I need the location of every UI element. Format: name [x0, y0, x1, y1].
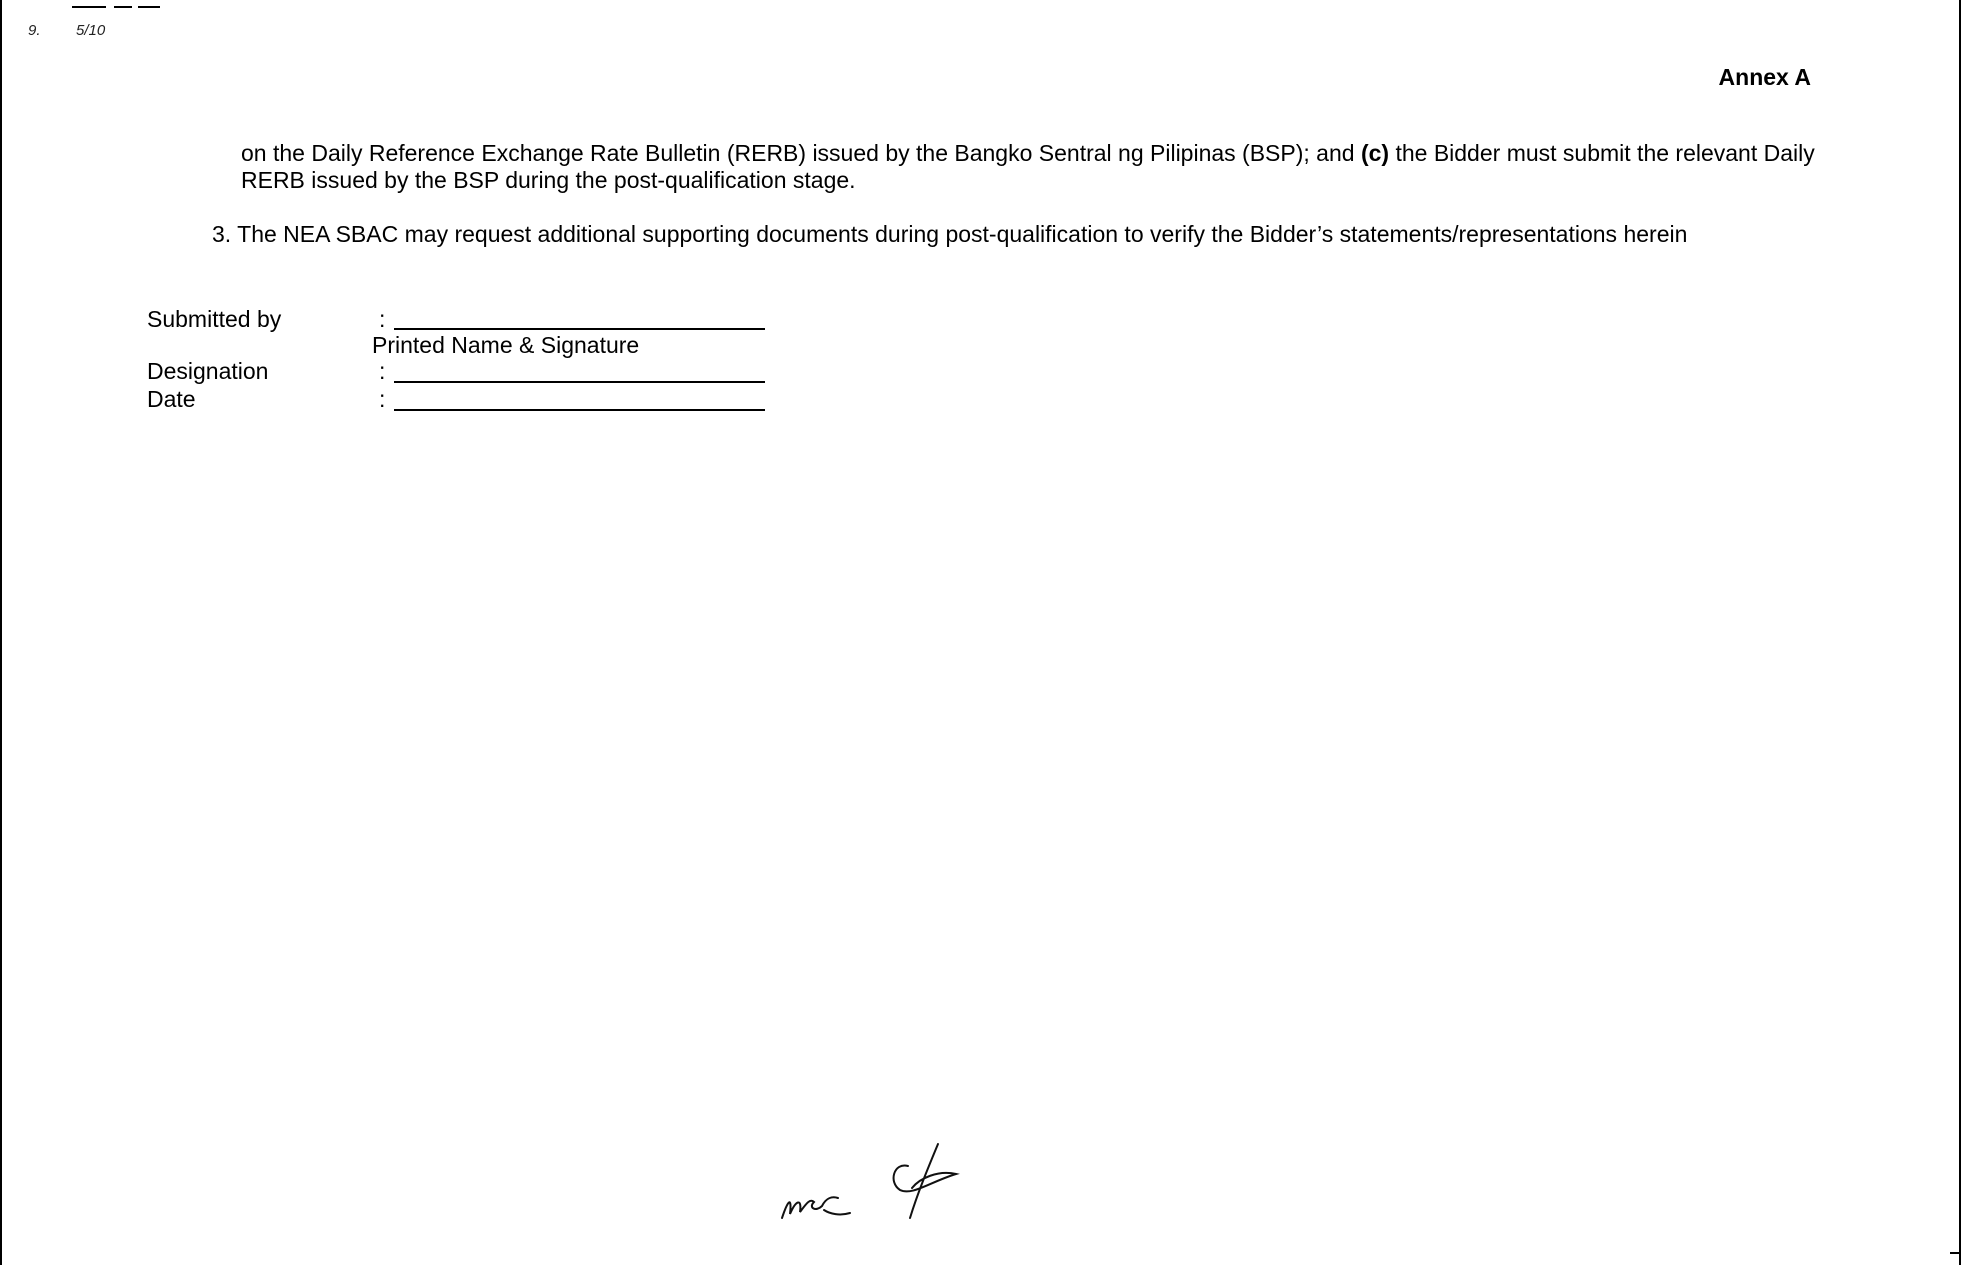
- designation-label: Designation: [147, 358, 269, 384]
- designation-colon: :: [379, 358, 386, 384]
- date-field[interactable]: [394, 409, 765, 411]
- submitted-by-colon: :: [379, 306, 386, 332]
- paragraph-bold-marker: (c): [1360, 140, 1390, 166]
- signature-caption: Printed Name & Signature: [372, 332, 640, 358]
- continuation-paragraph: [241, 140, 1815, 194]
- top-dash-2: [114, 6, 132, 8]
- date-colon: :: [379, 386, 386, 412]
- submitted-by-field[interactable]: [394, 328, 765, 330]
- margin-mark-left: 9.: [28, 22, 41, 39]
- annex-label: Annex A: [1718, 64, 1811, 90]
- margin-mark-right: 5/10: [76, 22, 106, 39]
- handwritten-initials-signature: [770, 1138, 970, 1228]
- paragraph-lead: on the Daily Reference Exchange Rate Bulletin (RERB) issued by the Bangko Sentral ng Pilipinas (BSP); and: [241, 140, 1355, 166]
- date-label: Date: [147, 386, 196, 412]
- scan-edge-left: [0, 0, 2, 1265]
- scan-edge-right: [1959, 0, 1961, 1265]
- submitted-by-label: Submitted by: [147, 306, 282, 332]
- top-dash-1: [72, 6, 106, 8]
- paragraph-tail: the Bidder must submit the relevant Daily RERB issued by the BSP during the post-qualification stage.: [241, 140, 1815, 193]
- scan-edge-corner: [1950, 1252, 1961, 1254]
- top-dash-3: [138, 6, 160, 8]
- designation-field[interactable]: [394, 381, 765, 383]
- list-item-3: 3. The NEA SBAC may request additional supporting documents during post-qualification to verify the Bidder’s statements/representations herein: [212, 221, 1688, 247]
